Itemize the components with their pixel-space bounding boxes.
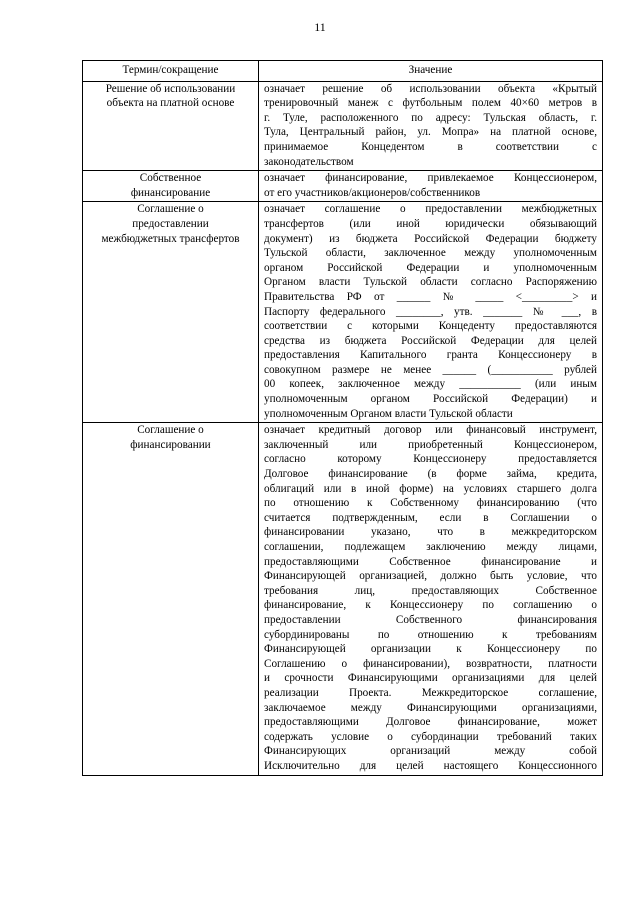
term-line: Соглашение о (137, 424, 204, 437)
definition-line: означает решение об использовании объекта «Крытый (264, 82, 597, 95)
definition-line: требования лиц, предоставляющих Собственное (264, 584, 597, 597)
definition-line: облигаций или в иной форме) на условиях старшего долга (264, 482, 597, 495)
definition-line: Паспорту федерального ________, утв. _______ № ___, в (264, 305, 597, 318)
term-line: Решение об использовании (105, 82, 236, 95)
table-row (83, 171, 603, 202)
term-line: предоставлении (132, 217, 209, 230)
term-line: Собственное (139, 172, 202, 185)
definition-cell (259, 423, 603, 775)
definition-line: субординированы по отношению к требованиям (264, 628, 597, 641)
term-cell (83, 171, 259, 202)
definition-line: г. Туле, расположенного по адресу: Тульская область, г. (264, 111, 597, 124)
term-cell (83, 423, 259, 775)
definition-line: заключенный или приобретенный Концессионером, (264, 438, 597, 451)
definition-line: означает кредитный договор или финансовый инструмент, (264, 424, 597, 437)
definition-line: реализации Проекта. Межкредиторское соглашение, (264, 686, 597, 699)
definition-line: считается подтвержденным, если в Соглашении о (264, 511, 597, 524)
definition-line: органом Российской Федерации и уполномоченным (264, 261, 597, 274)
definition-line: Тульской области, заключенное между уполномоченным (264, 247, 597, 260)
table-row (83, 81, 603, 171)
terms-table (82, 60, 603, 776)
definition-line: совокупном размере не менее ______ (___________ рублей (264, 363, 597, 376)
definition-line: предоставляющими Собственное финансирование и (264, 555, 597, 568)
definition-line: согласно которому Концессионеру предоставляется (264, 453, 597, 466)
term-cell (83, 202, 259, 423)
page-number: 11 (314, 20, 326, 34)
header-term: Термин/сокращение (83, 61, 259, 82)
term-line: финансировании (130, 438, 211, 451)
definition-line: предоставляющими Долговое финансирование, может (264, 716, 597, 729)
definition-line: документ) из бюджета Российской Федерации бюджету (264, 232, 597, 245)
definition-line: тренировочный манеж с футбольным полем 40×60 метров в (264, 97, 597, 110)
definition-line: соглашении, подлежащем заключению между лицами, (264, 541, 597, 553)
definition-line: уполномоченным органом Российской Федерации) и (264, 393, 597, 406)
definition-line: по отношению к Собственному финансированию (что (264, 497, 597, 510)
table-row (83, 423, 603, 775)
definition-line: трансфертов (или иной юридически обязывающий (264, 217, 597, 230)
header-meaning: Значение (259, 61, 603, 82)
definition-line: Правительства РФ от ______ № _____ <_________> и (264, 290, 597, 303)
definition-line: предоставлении Собственного финансирования (264, 613, 597, 626)
definition-line: Исключительно для целей настоящего Концессионного (264, 759, 597, 772)
definition-line: содержать условие о субординации требований таких (264, 730, 597, 743)
definition-line: Финансирующих организаций между собой (264, 745, 597, 758)
definition-line: заключаемое между Финансирующими организациями, (264, 701, 597, 714)
definition-line: Долговое финансирование (в форме займа, кредита, (264, 468, 597, 481)
term-line: финансирование (130, 186, 211, 199)
table-header-row (83, 61, 603, 82)
definition-line: Тула, Центральный район, ул. Мопра» на платной основе, (264, 126, 597, 139)
definition-line: финансировании указано, что в межкредиторском (264, 526, 597, 539)
definition-line: финансирование, к Концессионеру по соглашению о (264, 599, 597, 612)
term-cell (83, 81, 259, 171)
definition-cell (259, 81, 603, 171)
definition-line: 00 копеек, заключенное между ___________ (или иным (264, 378, 597, 391)
definition-line: средства из бюджета Российской Федерации для целей (264, 334, 597, 347)
definition-line: принимаемое Концедентом в соответствии с (264, 140, 597, 153)
definition-cell (259, 202, 603, 423)
definition-line: соответствии с которыми Концеденту предоставляются (264, 320, 597, 333)
definition-line: Финансирующей организации к Концессионеру по (264, 643, 597, 656)
definition-line: и срочности Финансирующими организациями для целей (264, 672, 597, 685)
definition-line: означает соглашение о предоставлении межбюджетных (264, 203, 597, 216)
term-line: Соглашение о (137, 203, 204, 216)
term-line: межбюджетных трансфертов (101, 232, 240, 245)
definition-line: законодательством (264, 155, 354, 168)
term-line: объекта на платной основе (106, 97, 235, 110)
definition-line: означает финансирование, привлекаемое Концессионером, (264, 172, 597, 185)
definition-cell (259, 171, 603, 202)
definition-line: предоставления Капитального гранта Концессионеру в (264, 349, 597, 362)
definition-line: от его участников/акционеров/собственников (264, 186, 481, 199)
definition-line: Финансирующей организацией, должно быть условие, что (264, 570, 597, 583)
table-row (83, 202, 603, 423)
terms-table-body (83, 81, 603, 775)
definition-line: уполномоченным Органом власти Тульской области (264, 407, 513, 420)
definition-line: Органом власти Тульской области согласно Распоряжению (264, 276, 597, 289)
definition-line: Соглашению о финансировании), возвратности, платности (264, 657, 597, 670)
